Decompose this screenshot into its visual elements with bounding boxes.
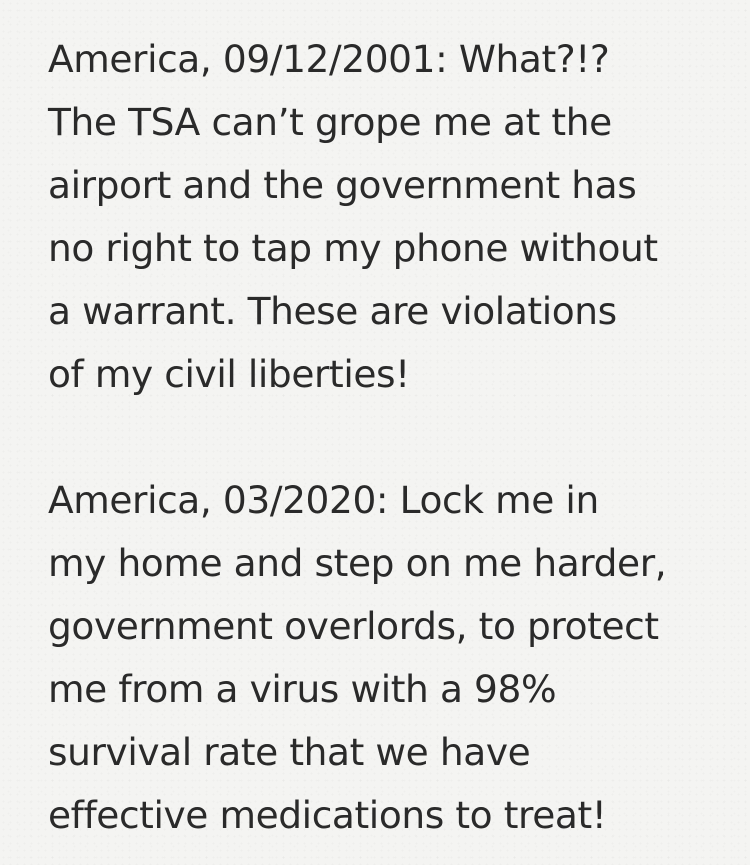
paragraph-gap (48, 406, 728, 469)
text-line: my home and step on me harder, (48, 541, 667, 585)
text-line: effective medications to treat! (48, 793, 607, 837)
text-line: me from a virus with a 98% (48, 667, 557, 711)
text-line: The TSA can’t grope me at the (48, 100, 612, 144)
text-line: America, 03/2020: Lock me in (48, 478, 599, 522)
text-line: a warrant. These are violations (48, 289, 617, 333)
text-line: government overlords, to protect (48, 604, 659, 648)
text-line: airport and the government has (48, 163, 637, 207)
paragraph-2001 (48, 28, 728, 406)
paragraph-2020 (48, 469, 728, 847)
text-line: no right to tap my phone without (48, 226, 658, 270)
text-line: survival rate that we have (48, 730, 531, 774)
text-line: of my civil liberties! (48, 352, 410, 396)
note-body (48, 28, 728, 847)
text-line: America, 09/12/2001: What?!? (48, 37, 610, 81)
